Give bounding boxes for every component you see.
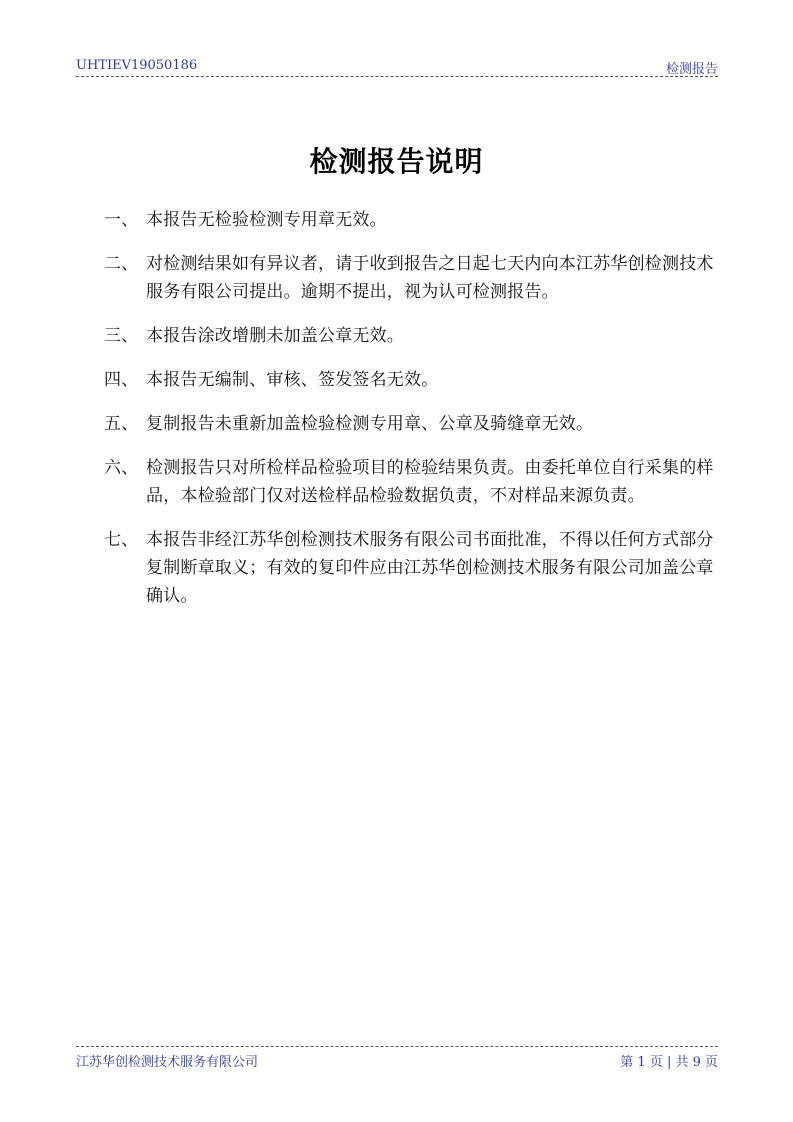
list-item — [104, 454, 724, 510]
item-text: 本报告无编制、审核、签发签名无效。 — [146, 370, 439, 390]
item-text: 对检测结果如有异议者，请于收到报告之日起七天内向本江苏华创检测技术服务有限公司提出。逾期不提出，视为认可检测报告。 — [146, 254, 714, 302]
item-text: 复制报告未重新加盖检验检测专用章、公章及骑缝章无效。 — [146, 414, 594, 434]
item-text: 本报告非经江苏华创检测技术服务有限公司书面批准，不得以任何方式部分复制断章取义；有效的复印件应由江苏华创检测技术服务有限公司加盖公章确认。 — [146, 530, 714, 606]
company-name: 江苏华创检测技术服务有限公司 — [76, 1055, 259, 1070]
item-number: 四、 — [104, 370, 139, 390]
page-number: 第 1 页 | 共 9 页 — [620, 1055, 718, 1070]
list-item — [104, 206, 724, 234]
item-number: 六、 — [104, 458, 139, 478]
notes-list — [104, 206, 724, 626]
list-item — [104, 250, 724, 306]
report-code: UHTIEV19050186 — [76, 58, 198, 73]
list-item — [104, 366, 724, 394]
item-number: 二、 — [104, 254, 139, 274]
item-number: 三、 — [104, 326, 139, 346]
item-number: 一、 — [104, 210, 139, 230]
report-label: 检测报告 — [665, 62, 718, 77]
item-text: 本报告无检验检测专用章无效。 — [146, 210, 387, 230]
page-header — [76, 56, 718, 77]
item-text: 本报告涂改增删未加盖公章无效。 — [146, 326, 404, 346]
page-title: 检测报告说明 — [309, 145, 484, 178]
list-item — [104, 322, 724, 350]
list-item — [104, 526, 724, 610]
item-number: 五、 — [104, 414, 139, 434]
page-footer — [76, 1046, 718, 1070]
list-item — [104, 410, 724, 438]
item-text: 检测报告只对所检样品检验项目的检验结果负责。由委托单位自行采集的样品，本检验部门仅对送检样品检验数据负责，不对样品来源负责。 — [146, 458, 714, 506]
item-number: 七、 — [104, 530, 139, 550]
